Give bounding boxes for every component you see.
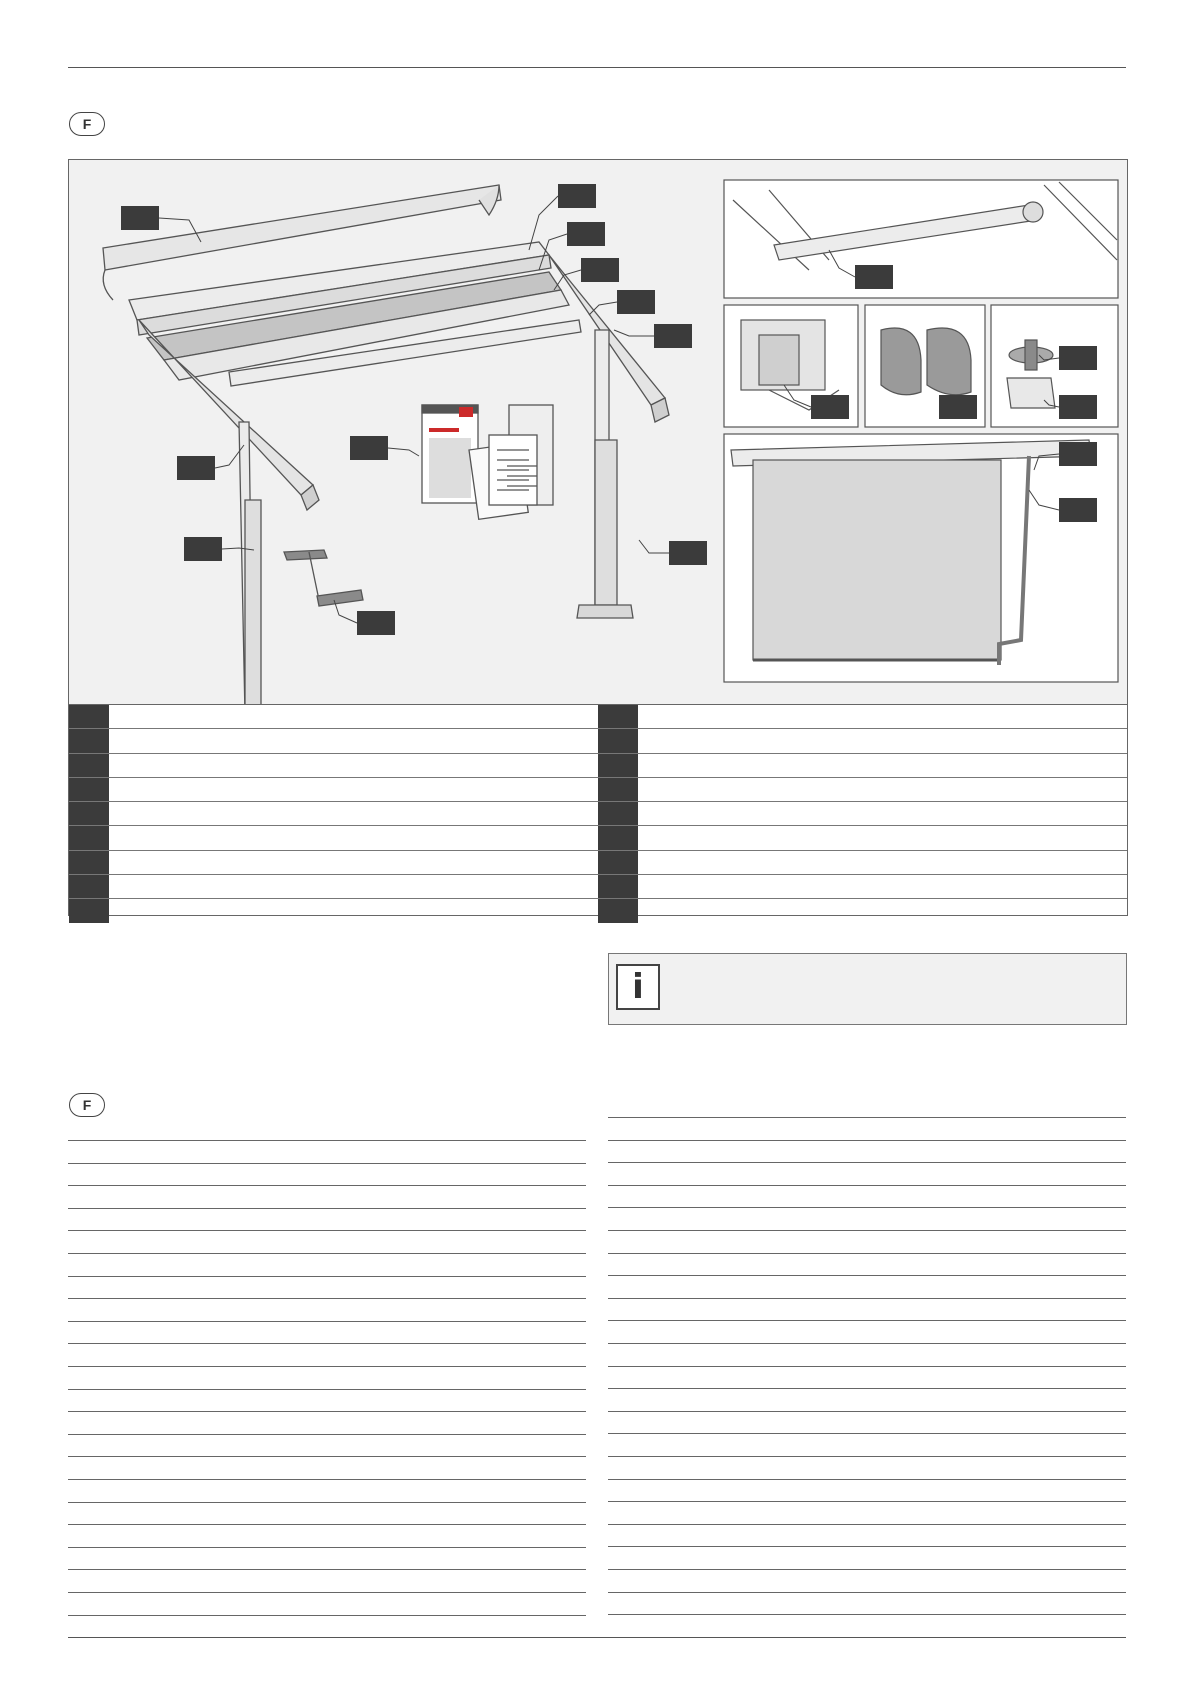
bottom-rule xyxy=(68,1637,1126,1638)
note-line xyxy=(68,1524,586,1525)
callout-label xyxy=(558,184,596,208)
notes-lines-right xyxy=(608,1117,1126,1617)
legend-key xyxy=(69,778,109,801)
legend-key xyxy=(598,875,638,898)
legend-row xyxy=(598,778,1127,802)
section-badge: F xyxy=(69,112,105,136)
note-line xyxy=(68,1502,586,1503)
legend-row xyxy=(598,754,1127,778)
note-line xyxy=(68,1456,586,1457)
legend-row xyxy=(598,875,1127,899)
legend-key xyxy=(598,802,638,825)
legend-key xyxy=(69,754,109,777)
legend-key xyxy=(69,851,109,874)
note-line xyxy=(68,1366,586,1367)
note-line xyxy=(68,1140,586,1141)
legend-row xyxy=(598,851,1127,875)
note-line xyxy=(608,1614,1126,1615)
callout-label xyxy=(617,290,655,314)
callout-label xyxy=(121,206,159,230)
legend-row xyxy=(69,754,598,778)
notes-lines-left xyxy=(68,1140,586,1620)
note-line xyxy=(68,1389,586,1390)
parts-figure xyxy=(68,159,1128,705)
callout-label xyxy=(177,456,215,480)
note-line xyxy=(68,1230,586,1231)
note-line xyxy=(608,1140,1126,1141)
legend-row xyxy=(598,705,1127,729)
note-line xyxy=(608,1253,1126,1254)
info-icon: i xyxy=(616,964,660,1010)
note-line xyxy=(608,1320,1126,1321)
note-line xyxy=(608,1343,1126,1344)
callout-label xyxy=(581,258,619,282)
legend-row xyxy=(69,899,598,922)
crank-handle xyxy=(284,550,327,560)
note-line xyxy=(608,1162,1126,1163)
note-line xyxy=(608,1366,1126,1367)
note-line xyxy=(68,1163,586,1164)
legend-key xyxy=(598,729,638,752)
callout-label xyxy=(1059,442,1097,466)
note-line xyxy=(68,1615,586,1616)
legend-row xyxy=(69,705,598,729)
detail-panel-roller xyxy=(724,180,1118,298)
note-line xyxy=(68,1321,586,1322)
legend-key xyxy=(598,705,638,728)
legend-key xyxy=(598,826,638,849)
callout-label xyxy=(855,265,893,289)
note-line xyxy=(608,1388,1126,1389)
note-line xyxy=(608,1501,1126,1502)
legend-row xyxy=(69,778,598,802)
note-line xyxy=(68,1434,586,1435)
legend-row xyxy=(69,851,598,875)
legend-key xyxy=(598,754,638,777)
callout-label xyxy=(1059,395,1097,419)
legend-key xyxy=(69,899,109,922)
legend-key xyxy=(69,826,109,849)
legend-key xyxy=(598,778,638,801)
legend-row xyxy=(598,826,1127,850)
legend-key xyxy=(598,899,638,922)
note-line xyxy=(68,1569,586,1570)
top-rule xyxy=(68,67,1126,68)
note-line xyxy=(68,1411,586,1412)
info-box xyxy=(608,953,1127,1025)
callout-label xyxy=(184,537,222,561)
callout-label xyxy=(567,222,605,246)
note-line xyxy=(68,1208,586,1209)
awning-illustration xyxy=(69,160,1127,705)
note-line xyxy=(68,1253,586,1254)
note-line xyxy=(68,1592,586,1593)
note-line xyxy=(68,1547,586,1548)
detail-panel-fixings xyxy=(991,305,1118,427)
note-line xyxy=(68,1298,586,1299)
legend-right-column xyxy=(598,705,1127,915)
callout-label xyxy=(811,395,849,419)
note-line xyxy=(608,1524,1126,1525)
callout-label xyxy=(939,395,977,419)
legend-key xyxy=(69,705,109,728)
note-line xyxy=(608,1117,1126,1118)
note-line xyxy=(68,1479,586,1480)
note-line xyxy=(608,1569,1126,1570)
legend-key xyxy=(69,802,109,825)
note-line xyxy=(608,1411,1126,1412)
note-line xyxy=(608,1275,1126,1276)
note-line xyxy=(608,1185,1126,1186)
note-line xyxy=(608,1207,1126,1208)
note-line xyxy=(608,1456,1126,1457)
note-line xyxy=(608,1230,1126,1231)
note-line xyxy=(608,1546,1126,1547)
note-line xyxy=(68,1276,586,1277)
callout-label xyxy=(654,324,692,348)
callout-label xyxy=(350,436,388,460)
legend-row xyxy=(69,729,598,753)
callout-label xyxy=(357,611,395,635)
note-line xyxy=(608,1298,1126,1299)
callout-label xyxy=(1059,346,1097,370)
legend-key xyxy=(69,875,109,898)
legend-row xyxy=(598,729,1127,753)
note-line xyxy=(68,1185,586,1186)
note-line xyxy=(608,1479,1126,1480)
legend-row xyxy=(69,875,598,899)
note-line xyxy=(608,1592,1126,1593)
legend-key xyxy=(598,851,638,874)
notes-section-badge: F xyxy=(69,1093,105,1117)
note-line xyxy=(68,1343,586,1344)
legend-row xyxy=(69,802,598,826)
legend-row xyxy=(598,802,1127,826)
legend-row xyxy=(598,899,1127,922)
legend-left-column xyxy=(69,705,598,915)
note-line xyxy=(608,1433,1126,1434)
callout-label xyxy=(1059,498,1097,522)
parts-legend xyxy=(68,704,1128,916)
callout-label xyxy=(669,541,707,565)
legend-key xyxy=(69,729,109,752)
legend-row xyxy=(69,826,598,850)
